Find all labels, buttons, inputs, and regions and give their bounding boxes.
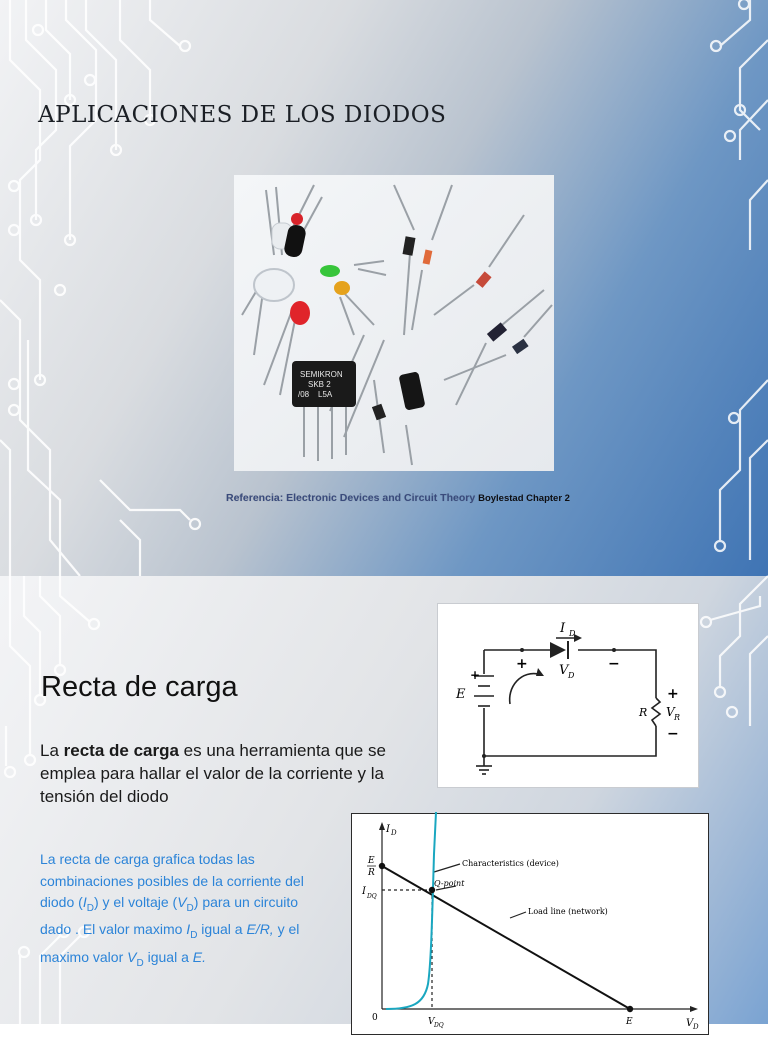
er-top: E <box>368 856 375 866</box>
reference-caption <box>226 492 570 504</box>
blue-text-5: y el maximo valor <box>40 921 300 965</box>
y-axis-label: I <box>386 824 390 835</box>
loadline-label: Load line (network) <box>528 907 608 916</box>
id-label: I <box>560 621 566 636</box>
body-bold: recta de carga <box>63 741 179 760</box>
vr-label: V <box>666 705 675 719</box>
diode-triangle <box>550 642 566 658</box>
load-line-graph <box>351 813 709 1035</box>
characteristics-label: Characteristics (device) <box>462 859 559 868</box>
er-value: E/R, <box>246 921 274 938</box>
characteristics-leader <box>434 864 460 872</box>
blue-text-2: ) y el voltaje ( <box>93 894 178 910</box>
id-symbol-2: I <box>186 921 191 938</box>
vd-sub: D <box>568 671 575 680</box>
r-label: R <box>639 706 648 719</box>
e-tick-label: E <box>626 1017 633 1027</box>
blue-text-3: ) para un circuito dado . El valor maximo <box>40 894 299 938</box>
e-point <box>627 1006 633 1012</box>
reference-author: Boylestad Chapter 2 <box>478 493 570 504</box>
vd-subscript-2: D <box>136 957 144 969</box>
y-axis-sub: D <box>391 829 397 837</box>
body-suffix: es una herramienta que se emplea para hallar el valor de la corriente y la tensión del diodo <box>40 741 386 806</box>
vd-label: V <box>559 663 569 678</box>
current-arrow-arc <box>510 674 538 704</box>
resistor <box>652 698 660 726</box>
minus-diode: − <box>608 656 620 672</box>
reference-main: Referencia: Electronic Devices and Circuit Theory <box>226 492 476 504</box>
vd-symbol-2: V <box>127 948 137 965</box>
idq-sub: DQ <box>367 893 377 900</box>
minus-resistor: − <box>667 726 679 742</box>
x-axis-label: V <box>686 1018 694 1029</box>
origin-label: 0 <box>372 1013 378 1023</box>
vdq-sub: DQ <box>434 1022 444 1029</box>
bridge-label-4: L5A <box>318 390 333 399</box>
id-subscript: D <box>86 902 94 914</box>
diodes-illustration <box>234 175 554 471</box>
er-bottom: R <box>368 868 375 878</box>
e-value: E. <box>192 948 206 965</box>
diodes-photo <box>234 175 554 471</box>
diode-characteristic-curve <box>386 812 436 1009</box>
series-circuit-svg <box>438 604 698 787</box>
body-prefix: La <box>40 741 64 760</box>
blue-text-4: igual a <box>197 921 247 938</box>
vdq-label: V <box>428 1017 435 1027</box>
qpoint-label: Q-point <box>434 879 465 888</box>
battery-plus: + <box>470 668 481 682</box>
load-line <box>382 866 630 1009</box>
vd-subscript: D <box>186 902 194 914</box>
vr-sub: R <box>674 713 681 722</box>
blue-description <box>40 849 330 974</box>
id-symbol: I <box>82 894 87 910</box>
idq-label: I <box>362 886 366 897</box>
current-arrowhead <box>536 668 544 676</box>
bridge-label-2: SKB 2 <box>308 380 331 389</box>
plus-diode: + <box>516 656 528 672</box>
vd-symbol: V <box>177 894 187 910</box>
blue-text-6: igual a <box>143 948 193 965</box>
load-line-svg <box>352 814 708 1034</box>
x-axis-sub: D <box>693 1023 699 1031</box>
loadline-leader <box>510 912 526 918</box>
bridge-label-1: SEMIKRON <box>300 370 343 379</box>
body-text <box>40 739 420 808</box>
slide-title: APLICACIONES DE LOS DIODOS <box>38 102 447 128</box>
plus-resistor: + <box>667 686 679 702</box>
circuit-diagram <box>437 603 699 788</box>
id-subscript-2: D <box>190 930 198 942</box>
wire-bottom <box>484 724 656 756</box>
id-sub: D <box>569 629 576 638</box>
er-point <box>379 863 385 869</box>
slide-2 <box>0 576 768 1031</box>
e-label: E <box>456 687 466 702</box>
slide-title: Recta de carga <box>41 671 238 703</box>
blue-text-1: La recta de carga grafica todas las combinaciones posibles de la corriente del diodo ( <box>40 851 304 910</box>
bridge-label-3: /08 <box>298 390 310 399</box>
